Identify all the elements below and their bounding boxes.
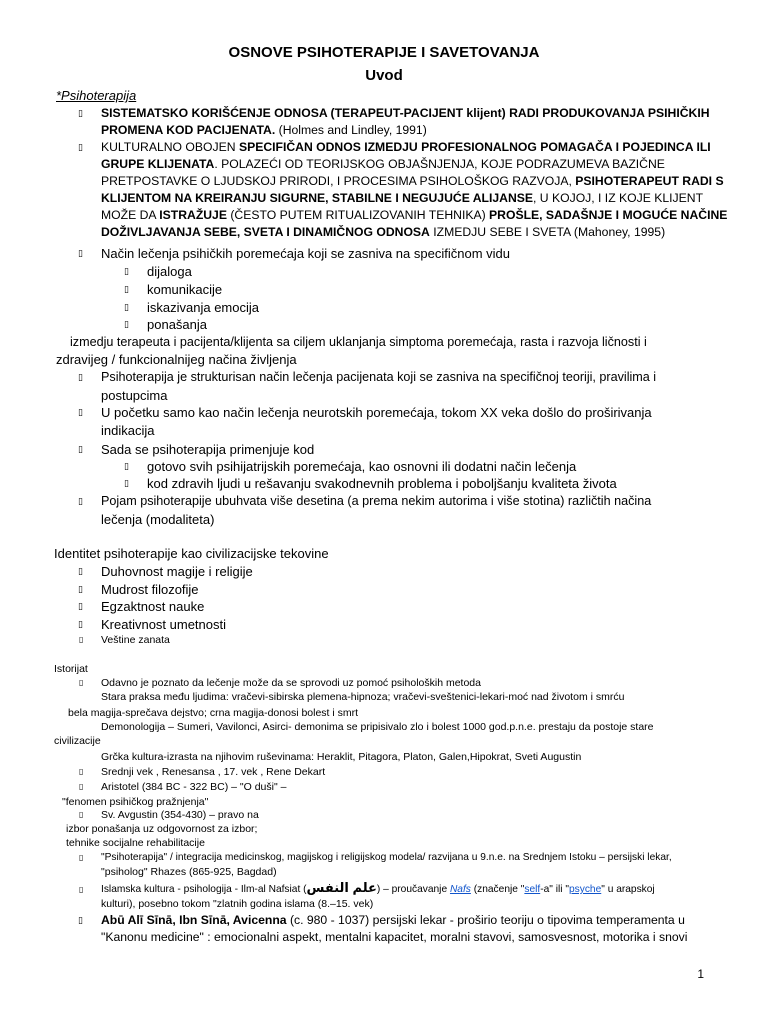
history-line: "Psihoterapija" / integracija medicinskog, magijskog i religijskog modela/ razvijana u 9.n.e. na Srednjem Istoku – persijski lekar, bbox=[101, 852, 672, 863]
history-line: kulturi), posebno tokom "zlatnih godina islama (8.–15. vek) bbox=[101, 898, 374, 910]
history-line: Sv. Avgustin (354-430) – pravo na bbox=[101, 809, 259, 821]
p2-line2: GRUPE KLIJENATA. POLAZEĆI OD TEORIJSKOG OBJAŠNJENJA, KOJE PODRAZUMEVA BAZIČNE bbox=[101, 157, 665, 171]
self-link[interactable]: self bbox=[524, 884, 541, 895]
history-line-avicenna: Abū Alī Sīnā, Ibn Sīnā, Avicenna (c. 980 - 1037) persijski lekar - proširio teoriju o tipovima temperamenta u bbox=[101, 913, 685, 927]
p6-line: Sada se psihoterapija primenjuje kod bbox=[101, 442, 315, 457]
p2-line3: PRETPOSTAVKE O LJUDSKOJ PRIRODI, I PROCESIMA PSIHOLOŠKOG RAZVOJA, PSIHOTERAPEUT RADI S bbox=[101, 174, 724, 188]
bullet-icon: ▯ bbox=[79, 678, 84, 687]
bullet-icon: ▯ bbox=[78, 601, 83, 611]
nafs-link[interactable]: Nafs bbox=[449, 884, 471, 895]
bullet-icon: ▯ bbox=[78, 372, 83, 382]
section-heading-psihoterapija: *Psihoterapija bbox=[56, 88, 137, 103]
bullet-icon: ▯ bbox=[78, 915, 83, 925]
history-line: Grčka kultura-izrasta na njihovim ruševinama: Heraklit, Pitagora, Platon, Galen,Hipokrat, Sveti Augustin bbox=[101, 751, 582, 763]
bullet-icon: ▯ bbox=[78, 248, 83, 258]
history-line: bela magija-sprečava dejstvo; crna magija-donosi bolest i smrt bbox=[68, 707, 359, 719]
history-line-islam: Islamska kultura - psihologija - Ilm-al Nafsiat (علم النفس) – proučavanje Nafs (značenje "self-a" ili "psyche" u arapskoj bbox=[101, 880, 655, 895]
psyche-link[interactable]: psyche bbox=[568, 884, 602, 895]
arabic-term: علم النفس bbox=[306, 880, 377, 895]
history-line: "fenomen psihičkog pražnjenja" bbox=[62, 796, 209, 808]
bullet-icon: ▯ bbox=[78, 584, 83, 594]
identity-heading: Identitet psihoterapije kao civilizacijske tekovine bbox=[54, 546, 329, 561]
p2-line4: KLIJENTOM NA KREIRANJU SIGURNE, STABILNE I NEGUJUĆE ALIJANSE, U KOJOJ, I IZ KOJE KLIJENT bbox=[101, 191, 704, 205]
page-number: 1 bbox=[697, 967, 704, 981]
bullet-icon: ▯ bbox=[78, 407, 83, 417]
bullet-icon: ▯ bbox=[78, 444, 83, 454]
history-line: Demonologija – Sumeri, Vavilonci, Asirci- demonima se pripisivalo zlo i bolest 1000 god.p.n.e. prestaju da postoje stare bbox=[101, 721, 654, 733]
p1-line2: PROMENA KOD PACIJENATA. (Holmes and Lindley, 1991) bbox=[101, 123, 427, 137]
identity-small-item: Veštine zanata bbox=[101, 634, 170, 646]
p7-line1: Pojam psihoterapije ubuhvata više desetina (a prema nekim autorima i više stotina) različtih načina bbox=[101, 494, 652, 508]
p3-item: ponašanja bbox=[147, 317, 207, 332]
history-line: Aristotel (384 BC - 322 BC) – "O duši" – bbox=[101, 781, 287, 793]
bullet-icon: ▯ bbox=[79, 853, 84, 862]
bullet-icon: ▯ bbox=[124, 478, 129, 488]
identity-item: Duhovnost magije i religije bbox=[101, 564, 253, 579]
document-title: OSNOVE PSIHOTERAPIJE I SAVETOVANJA bbox=[228, 44, 540, 61]
bullet-icon: ▯ bbox=[79, 782, 84, 791]
p6-item: kod zdravih ljudi u rešavanju svakodnevnih problema i poboljšanju kvaliteta života bbox=[147, 476, 617, 491]
p5-line2: indikacija bbox=[101, 423, 155, 438]
bullet-icon: ▯ bbox=[124, 302, 129, 312]
bullet-icon: ▯ bbox=[79, 635, 84, 644]
bullet-icon: ▯ bbox=[124, 319, 129, 329]
p7-line2: lečenja (modaliteta) bbox=[101, 512, 215, 527]
bullet-icon: ▯ bbox=[79, 767, 84, 776]
bullet-icon: ▯ bbox=[79, 810, 84, 819]
p1-line1: SISTEMATSKO KORIŠĆENJE ODNOSA (TERAPEUT-PACIJENT klijent) RADI PRODUKOVANJA PSIHIČKIH bbox=[101, 106, 710, 120]
history-line: izbor ponašanja uz odgovornost za izbor; bbox=[66, 823, 258, 835]
p5-line1: U početku samo kao način lečenja neurotskih poremećaja, tokom XX veka došlo do proširivanja bbox=[101, 405, 652, 420]
history-heading: Istorijat bbox=[54, 663, 88, 675]
p2-line1: KULTURALNO OBOJEN SPECIFIČAN ODNOS IZMEDJU PROFESIONALNOG POMAGAČA I POJEDINCA ILI bbox=[101, 140, 711, 154]
p3-continuation-1: izmedju terapeuta i pacijenta/klijenta sa ciljem uklanjanja simptoma poremećaja, rasta i razvoja ličnosti i bbox=[70, 335, 647, 349]
bullet-icon: ▯ bbox=[124, 461, 129, 471]
p2-line5: MOŽE DA ISTRAŽUJE (ČESTO PUTEM RITUALIZOVANIH TEHNIKA) PROŠLE, SADAŠNJE I MOGUĆE NAČINE bbox=[101, 208, 728, 222]
p4-line1: Psihoterapija je strukturisan način lečenja pacijenata koji se zasniva na specifičnoj teoriji, pravilima i bbox=[101, 370, 657, 384]
bullet-icon: ▯ bbox=[78, 566, 83, 576]
bullet-icon: ▯ bbox=[78, 142, 83, 152]
p6-item: gotovo svih psihijatrijskih poremećaja, kao osnovni ili dodatni način lečenja bbox=[147, 459, 577, 474]
identity-item: Kreativnost umetnosti bbox=[101, 617, 227, 632]
history-line: "psiholog" Rhazes (865-925, Bagdad) bbox=[101, 866, 277, 878]
bullet-icon: ▯ bbox=[78, 619, 83, 629]
p3-continuation-2: zdravijeg / funkcionalnijeg načina življenja bbox=[56, 352, 297, 367]
bullet-icon: ▯ bbox=[124, 284, 129, 294]
history-line: tehnike socijalne rehabilitacije bbox=[66, 837, 205, 849]
history-line: civilizacije bbox=[54, 735, 101, 747]
bullet-icon: ▯ bbox=[78, 108, 83, 118]
p3-item: komunikacije bbox=[147, 282, 223, 297]
p4-line2: postupcima bbox=[101, 388, 168, 403]
bullet-icon: ▯ bbox=[79, 885, 84, 894]
identity-item: Mudrost filozofije bbox=[101, 582, 199, 597]
p2-line6: DOŽIVLJAVANJA SEBE, SVETA I DINAMIČNOG ODNOSA IZMEDJU SEBE I SVETA (Mahoney, 1995) bbox=[101, 225, 666, 239]
p3-item: iskazivanja emocija bbox=[147, 300, 259, 315]
bullet-icon: ▯ bbox=[78, 496, 83, 506]
identity-item: Egzaktnost nauke bbox=[101, 599, 205, 614]
p3-line: Način lečenja psihičkih poremećaja koji se zasniva na specifičnom vidu bbox=[101, 246, 510, 261]
p3-item: dijaloga bbox=[147, 264, 192, 279]
history-line: "Kanonu medicine" : emocionalni aspekt, mentalni kapacitet, moralni stavovi, samosvesnost, motorika i snovi bbox=[101, 930, 688, 944]
bullet-icon: ▯ bbox=[124, 266, 129, 276]
history-line: Srednji vek , Renesansa , 17. vek , Rene Dekart bbox=[101, 766, 326, 778]
history-line: Odavno je poznato da lečenje može da se sprovodi uz pomoć psiholoških metoda bbox=[101, 677, 481, 689]
document-subtitle: Uvod bbox=[365, 67, 403, 84]
history-line: Stara praksa među ljudima: vračevi-sibirska plemena-hipnoza; vračevi-sveštenici-lekari-moć nad životom i smrću bbox=[101, 691, 625, 703]
